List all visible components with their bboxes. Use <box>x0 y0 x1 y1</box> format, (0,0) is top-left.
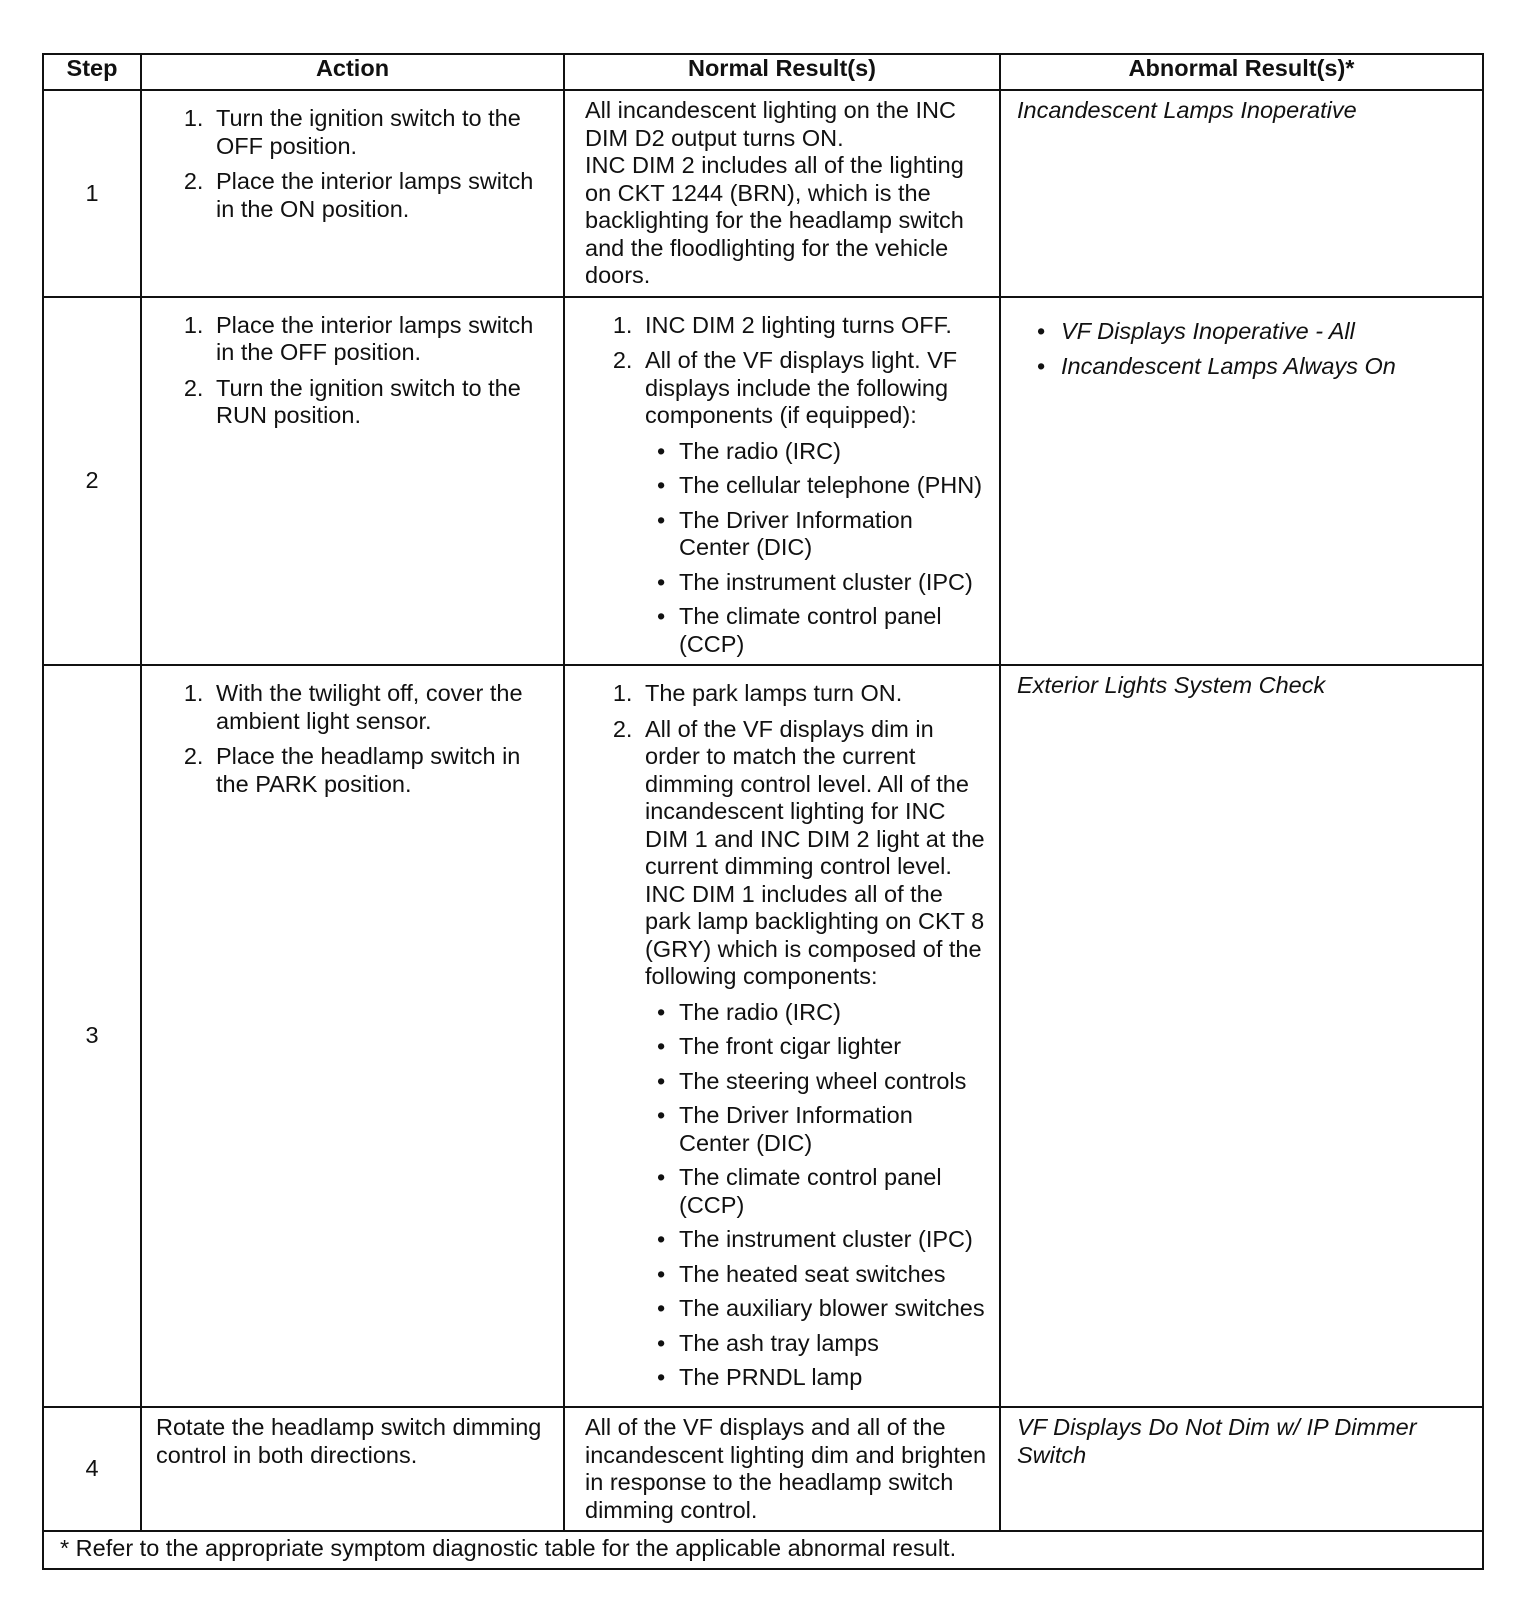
abnormal-result-link: Exterior Lights System Check <box>1017 672 1326 698</box>
action-cell <box>141 1407 564 1531</box>
abnormal-result-cell <box>1000 665 1483 1407</box>
bullet-icon: • <box>657 1067 666 1094</box>
bullet-icon: • <box>657 568 666 595</box>
table-row-step-4 <box>43 1407 1483 1531</box>
abnormal-result-cell <box>1000 90 1483 297</box>
bullet-icon: • <box>657 1033 666 1059</box>
abnormal-result-cell <box>1000 297 1483 666</box>
bullet-icon: • <box>657 1226 666 1252</box>
action-item: 2. Place the interior lamps switch in the ON position. <box>210 168 553 223</box>
normal-result-item <box>639 347 989 658</box>
component-item: • The PRNDL lamp <box>657 1364 863 1390</box>
abnormal-result-link: VF Displays Do Not Dim w/ IP Dimmer Switch <box>1017 1414 1417 1468</box>
component-item: • The steering wheel controls <box>657 1067 967 1094</box>
component-list <box>645 999 989 1392</box>
action-cell <box>141 297 564 666</box>
component-item: • The climate control panel (CCP) <box>657 1164 942 1218</box>
action-text: Rotate the headlamp switch dimming control in both directions. <box>156 1414 542 1468</box>
bullet-icon: • <box>657 1329 666 1356</box>
normal-result-text: All incandescent lighting on the INC DIM D2 output turns ON. <box>585 97 956 151</box>
normal-result-text: INC DIM 2 includes all of the lighting on CKT 1244 (BRN), which is the backlighting for the headlamp switch and the floodlighting for the vehicle doors. <box>585 152 964 288</box>
bullet-icon: • <box>1037 353 1046 379</box>
action-cell <box>141 90 564 297</box>
step-number: 2 <box>43 297 141 666</box>
component-item: • The front cigar lighter <box>657 1033 902 1059</box>
header-row <box>43 54 1483 90</box>
abnormal-result-list <box>1017 318 1472 381</box>
action-item: 1. Turn the ignition switch to the OFF position. <box>210 105 553 160</box>
header-normal-results: Normal Result(s) <box>564 54 1000 90</box>
abnormal-result-item: • Incandescent Lamps Always On <box>1037 353 1396 379</box>
normal-result-cell <box>564 90 1000 297</box>
bullet-icon: • <box>657 998 666 1025</box>
bullet-icon: • <box>657 1102 666 1128</box>
step-number: 3 <box>43 665 141 1407</box>
abnormal-result-item: • VF Displays Inoperative - All <box>1037 317 1355 344</box>
bullet-icon: • <box>657 1295 666 1321</box>
component-item: • The cellular telephone (PHN) <box>657 472 983 498</box>
component-list <box>645 438 989 659</box>
table-row-step-2 <box>43 297 1483 666</box>
normal-result-item: 1. The park lamps turn ON. <box>639 680 989 708</box>
footnote: * Refer to the appropriate symptom diagnostic table for the applicable abnormal result. <box>43 1531 1483 1569</box>
header-abnormal-results: Abnormal Result(s)* <box>1000 54 1483 90</box>
bullet-icon: • <box>1037 317 1046 344</box>
header-step: Step <box>43 54 141 90</box>
step-number: 1 <box>43 90 141 297</box>
action-item: 2. Turn the ignition switch to the RUN position. <box>210 375 553 430</box>
action-item: 1. Place the interior lamps switch in the OFF position. <box>210 312 553 367</box>
abnormal-result-cell <box>1000 1407 1483 1531</box>
table-row-step-3 <box>43 665 1483 1407</box>
component-item: • The Driver Information Center (DIC) <box>657 506 913 560</box>
component-item: • The climate control panel (CCP) <box>657 603 942 657</box>
component-item: • The radio (IRC) <box>657 437 841 464</box>
action-cell <box>141 665 564 1407</box>
action-item: 1. With the twilight off, cover the ambient light sensor. <box>210 680 553 735</box>
bullet-icon: • <box>657 506 666 533</box>
abnormal-result-link: Incandescent Lamps Inoperative <box>1017 97 1357 123</box>
bullet-icon: • <box>657 437 666 464</box>
bullet-icon: • <box>657 603 666 629</box>
bullet-icon: • <box>657 1364 666 1390</box>
bullet-icon: • <box>657 1260 666 1287</box>
normal-result-cell <box>564 297 1000 666</box>
component-item: • The radio (IRC) <box>657 998 841 1025</box>
header-action: Action <box>141 54 564 90</box>
diagnostic-table <box>42 53 1484 1570</box>
normal-result-cell <box>564 665 1000 1407</box>
bullet-icon: • <box>657 472 666 498</box>
component-item: • The auxiliary blower switches <box>657 1295 985 1321</box>
step-number: 4 <box>43 1407 141 1531</box>
table-row-step-1 <box>43 90 1483 297</box>
normal-result-item <box>639 716 989 1392</box>
bullet-icon: • <box>657 1164 666 1190</box>
component-item: • The ash tray lamps <box>657 1329 879 1356</box>
footnote-row <box>43 1531 1483 1569</box>
normal-result-cell <box>564 1407 1000 1531</box>
component-item: • The instrument cluster (IPC) <box>657 1226 973 1252</box>
normal-result-text: All of the VF displays and all of the incandescent lighting dim and brighten in response to the headlamp switch dimming control. <box>585 1414 987 1523</box>
normal-result-item: 1. INC DIM 2 lighting turns OFF. <box>639 312 989 340</box>
normal-result-item-text: All of the VF displays light. VF displays include the following components (if equipped): <box>645 347 958 428</box>
component-item: • The instrument cluster (IPC) <box>657 568 973 595</box>
action-item: 2. Place the headlamp switch in the PARK position. <box>210 743 553 798</box>
component-item: • The heated seat switches <box>657 1260 946 1287</box>
component-item: • The Driver Information Center (DIC) <box>657 1102 913 1156</box>
normal-result-item-text: All of the VF displays dim in order to match the current dimming control level. All of the incandescent lighting for INC DIM 1 and INC DIM 2 light at the current dimming control level. INC DIM 1 includes all of the park lamp backlighting on CKT 8 (GRY) which is composed of the following components: <box>645 715 985 989</box>
